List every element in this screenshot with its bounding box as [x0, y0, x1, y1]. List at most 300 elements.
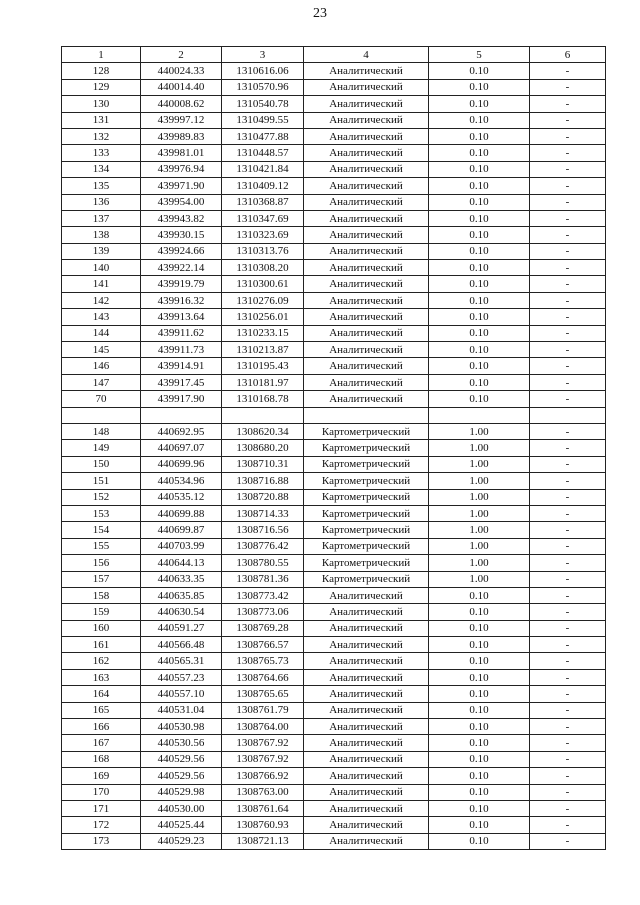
- accuracy-cell: 1.00: [429, 423, 530, 439]
- x-coordinate-cell: 440024.33: [141, 63, 222, 79]
- x-coordinate-cell: 440529.23: [141, 833, 222, 849]
- note-cell: -: [530, 194, 606, 210]
- column-header-4: 4: [304, 47, 429, 63]
- table-row: [62, 784, 606, 800]
- column-header-2: 2: [141, 47, 222, 63]
- note-cell: -: [530, 768, 606, 784]
- point-number-cell: 165: [62, 702, 141, 718]
- point-number-cell: 166: [62, 719, 141, 735]
- table-row: [62, 817, 606, 833]
- x-coordinate-cell: 440703.99: [141, 538, 222, 554]
- y-coordinate-cell: 1308766.92: [222, 768, 304, 784]
- method-cell: Картометрический: [304, 473, 429, 489]
- method-cell: [304, 407, 429, 423]
- method-cell: Аналитический: [304, 128, 429, 144]
- note-cell: -: [530, 440, 606, 456]
- note-cell: -: [530, 833, 606, 849]
- x-coordinate-cell: 440529.56: [141, 751, 222, 767]
- method-cell: Аналитический: [304, 342, 429, 358]
- note-cell: -: [530, 473, 606, 489]
- method-cell: Картометрический: [304, 505, 429, 521]
- accuracy-cell: 0.10: [429, 227, 530, 243]
- accuracy-cell: 0.10: [429, 751, 530, 767]
- point-number-cell: 152: [62, 489, 141, 505]
- note-cell: -: [530, 128, 606, 144]
- method-cell: Аналитический: [304, 112, 429, 128]
- note-cell: -: [530, 751, 606, 767]
- accuracy-cell: 0.10: [429, 243, 530, 259]
- x-coordinate-cell: 440565.31: [141, 653, 222, 669]
- y-coordinate-cell: 1310276.09: [222, 292, 304, 308]
- accuracy-cell: 1.00: [429, 538, 530, 554]
- accuracy-cell: 1.00: [429, 571, 530, 587]
- method-cell: Аналитический: [304, 719, 429, 735]
- note-cell: -: [530, 325, 606, 341]
- point-number-cell: 135: [62, 178, 141, 194]
- x-coordinate-cell: 440692.95: [141, 423, 222, 439]
- y-coordinate-cell: 1310256.01: [222, 309, 304, 325]
- note-cell: -: [530, 456, 606, 472]
- y-coordinate-cell: 1310409.12: [222, 178, 304, 194]
- point-number-cell: 173: [62, 833, 141, 849]
- accuracy-cell: 0.10: [429, 669, 530, 685]
- point-number-cell: 162: [62, 653, 141, 669]
- table-row: [62, 833, 606, 849]
- point-number-cell: 150: [62, 456, 141, 472]
- accuracy-cell: 0.10: [429, 604, 530, 620]
- accuracy-cell: 0.10: [429, 63, 530, 79]
- y-coordinate-cell: 1310308.20: [222, 260, 304, 276]
- note-cell: -: [530, 817, 606, 833]
- accuracy-cell: 0.10: [429, 145, 530, 161]
- method-cell: Аналитический: [304, 96, 429, 112]
- point-number-cell: 160: [62, 620, 141, 636]
- accuracy-cell: 0.10: [429, 194, 530, 210]
- note-cell: -: [530, 243, 606, 259]
- x-coordinate-cell: 440644.13: [141, 555, 222, 571]
- table-row: [62, 391, 606, 407]
- y-coordinate-cell: 1310300.61: [222, 276, 304, 292]
- y-coordinate-cell: 1310233.15: [222, 325, 304, 341]
- note-cell: -: [530, 161, 606, 177]
- x-coordinate-cell: 440530.00: [141, 800, 222, 816]
- point-number-cell: 155: [62, 538, 141, 554]
- point-number-cell: 169: [62, 768, 141, 784]
- accuracy-cell: 0.10: [429, 735, 530, 751]
- accuracy-cell: 1.00: [429, 456, 530, 472]
- point-number-cell: 129: [62, 79, 141, 95]
- point-number-cell: 163: [62, 669, 141, 685]
- accuracy-cell: 0.10: [429, 161, 530, 177]
- note-cell: -: [530, 800, 606, 816]
- method-cell: Аналитический: [304, 260, 429, 276]
- note-cell: -: [530, 391, 606, 407]
- table-row: [62, 210, 606, 226]
- page-number: 23: [313, 6, 327, 21]
- table-row: [62, 194, 606, 210]
- y-coordinate-cell: 1310448.57: [222, 145, 304, 161]
- accuracy-cell: 0.10: [429, 587, 530, 603]
- point-number-cell: 143: [62, 309, 141, 325]
- y-coordinate-cell: 1310540.78: [222, 96, 304, 112]
- method-cell: Картометрический: [304, 555, 429, 571]
- x-coordinate-cell: 439913.64: [141, 309, 222, 325]
- point-number-cell: [62, 407, 141, 423]
- table-row: [62, 768, 606, 784]
- accuracy-cell: 0.10: [429, 653, 530, 669]
- accuracy-cell: 0.10: [429, 702, 530, 718]
- y-coordinate-cell: 1310570.96: [222, 79, 304, 95]
- accuracy-cell: 0.10: [429, 374, 530, 390]
- accuracy-cell: 0.10: [429, 210, 530, 226]
- y-coordinate-cell: 1308721.13: [222, 833, 304, 849]
- point-number-cell: 140: [62, 260, 141, 276]
- method-cell: Аналитический: [304, 686, 429, 702]
- point-number-cell: 141: [62, 276, 141, 292]
- x-coordinate-cell: 440529.56: [141, 768, 222, 784]
- y-coordinate-cell: 1310347.69: [222, 210, 304, 226]
- point-number-cell: 147: [62, 374, 141, 390]
- accuracy-cell: 0.10: [429, 292, 530, 308]
- table-row: [62, 145, 606, 161]
- point-number-cell: 142: [62, 292, 141, 308]
- accuracy-cell: 0.10: [429, 309, 530, 325]
- x-coordinate-cell: 440635.85: [141, 587, 222, 603]
- y-coordinate-cell: 1310421.84: [222, 161, 304, 177]
- note-cell: -: [530, 719, 606, 735]
- coordinates-table: [61, 46, 606, 850]
- y-coordinate-cell: 1308760.93: [222, 817, 304, 833]
- table-body: [62, 63, 606, 850]
- method-cell: Аналитический: [304, 358, 429, 374]
- method-cell: Аналитический: [304, 145, 429, 161]
- table-row: [62, 423, 606, 439]
- x-coordinate-cell: 439943.82: [141, 210, 222, 226]
- table-row: [62, 374, 606, 390]
- point-number-cell: 151: [62, 473, 141, 489]
- note-cell: -: [530, 63, 606, 79]
- y-coordinate-cell: 1308764.00: [222, 719, 304, 735]
- point-number-cell: 130: [62, 96, 141, 112]
- note-cell: -: [530, 358, 606, 374]
- x-coordinate-cell: 440699.96: [141, 456, 222, 472]
- x-coordinate-cell: 439930.15: [141, 227, 222, 243]
- accuracy-cell: 0.10: [429, 178, 530, 194]
- x-coordinate-cell: 439976.94: [141, 161, 222, 177]
- note-cell: -: [530, 538, 606, 554]
- table-row: [62, 358, 606, 374]
- method-cell: Картометрический: [304, 440, 429, 456]
- accuracy-cell: 0.10: [429, 260, 530, 276]
- accuracy-cell: 0.10: [429, 686, 530, 702]
- y-coordinate-cell: 1310313.76: [222, 243, 304, 259]
- method-cell: Картометрический: [304, 522, 429, 538]
- note-cell: -: [530, 96, 606, 112]
- y-coordinate-cell: 1308781.36: [222, 571, 304, 587]
- y-coordinate-cell: 1308773.06: [222, 604, 304, 620]
- table-row: [62, 96, 606, 112]
- note-cell: -: [530, 637, 606, 653]
- x-coordinate-cell: 439911.62: [141, 325, 222, 341]
- method-cell: Аналитический: [304, 243, 429, 259]
- table-row: [62, 522, 606, 538]
- y-coordinate-cell: 1308780.55: [222, 555, 304, 571]
- point-number-cell: 144: [62, 325, 141, 341]
- method-cell: Аналитический: [304, 735, 429, 751]
- y-coordinate-cell: 1310499.55: [222, 112, 304, 128]
- note-cell: -: [530, 292, 606, 308]
- point-number-cell: 154: [62, 522, 141, 538]
- y-coordinate-cell: 1308776.42: [222, 538, 304, 554]
- table-row: [62, 243, 606, 259]
- table-row: [62, 702, 606, 718]
- point-number-cell: 139: [62, 243, 141, 259]
- point-number-cell: 128: [62, 63, 141, 79]
- note-cell: -: [530, 702, 606, 718]
- table-row: [62, 309, 606, 325]
- x-coordinate-cell: 440529.98: [141, 784, 222, 800]
- x-coordinate-cell: 439981.01: [141, 145, 222, 161]
- y-coordinate-cell: 1308767.92: [222, 751, 304, 767]
- method-cell: Аналитический: [304, 210, 429, 226]
- table-row: [62, 620, 606, 636]
- y-coordinate-cell: 1310616.06: [222, 63, 304, 79]
- note-cell: -: [530, 423, 606, 439]
- table-row: [62, 128, 606, 144]
- note-cell: -: [530, 112, 606, 128]
- point-number-cell: 161: [62, 637, 141, 653]
- table-row: [62, 735, 606, 751]
- x-coordinate-cell: 439911.73: [141, 342, 222, 358]
- y-coordinate-cell: 1308716.88: [222, 473, 304, 489]
- point-number-cell: 145: [62, 342, 141, 358]
- x-coordinate-cell: 440697.07: [141, 440, 222, 456]
- table-row: [62, 669, 606, 685]
- table-row: [62, 456, 606, 472]
- note-cell: -: [530, 276, 606, 292]
- note-cell: -: [530, 784, 606, 800]
- x-coordinate-cell: 440566.48: [141, 637, 222, 653]
- accuracy-cell: 0.10: [429, 112, 530, 128]
- method-cell: Аналитический: [304, 702, 429, 718]
- y-coordinate-cell: 1308765.65: [222, 686, 304, 702]
- note-cell: -: [530, 669, 606, 685]
- point-number-cell: 131: [62, 112, 141, 128]
- point-number-cell: 132: [62, 128, 141, 144]
- x-coordinate-cell: 440008.62: [141, 96, 222, 112]
- table-row: [62, 637, 606, 653]
- method-cell: Аналитический: [304, 800, 429, 816]
- table-row: [62, 686, 606, 702]
- table-row: [62, 538, 606, 554]
- point-number-cell: 149: [62, 440, 141, 456]
- table-row: [62, 489, 606, 505]
- x-coordinate-cell: 440014.40: [141, 79, 222, 95]
- x-coordinate-cell: 439989.83: [141, 128, 222, 144]
- y-coordinate-cell: 1308716.56: [222, 522, 304, 538]
- x-coordinate-cell: 440633.35: [141, 571, 222, 587]
- y-coordinate-cell: 1310213.87: [222, 342, 304, 358]
- x-coordinate-cell: 440699.87: [141, 522, 222, 538]
- method-cell: Аналитический: [304, 276, 429, 292]
- method-cell: Аналитический: [304, 768, 429, 784]
- accuracy-cell: 1.00: [429, 473, 530, 489]
- note-cell: -: [530, 653, 606, 669]
- x-coordinate-cell: 440530.98: [141, 719, 222, 735]
- x-coordinate-cell: 440699.88: [141, 505, 222, 521]
- table-header-row: [62, 47, 606, 63]
- y-coordinate-cell: 1308764.66: [222, 669, 304, 685]
- table-row: [62, 407, 606, 423]
- method-cell: Картометрический: [304, 423, 429, 439]
- y-coordinate-cell: 1310168.78: [222, 391, 304, 407]
- method-cell: Аналитический: [304, 817, 429, 833]
- column-header-6: 6: [530, 47, 606, 63]
- method-cell: Картометрический: [304, 456, 429, 472]
- x-coordinate-cell: 439919.79: [141, 276, 222, 292]
- y-coordinate-cell: 1308620.34: [222, 423, 304, 439]
- method-cell: Аналитический: [304, 833, 429, 849]
- accuracy-cell: 1.00: [429, 440, 530, 456]
- accuracy-cell: 0.10: [429, 342, 530, 358]
- point-number-cell: 164: [62, 686, 141, 702]
- point-number-cell: 171: [62, 800, 141, 816]
- method-cell: Аналитический: [304, 178, 429, 194]
- note-cell: -: [530, 489, 606, 505]
- y-coordinate-cell: 1310323.69: [222, 227, 304, 243]
- y-coordinate-cell: 1308766.57: [222, 637, 304, 653]
- point-number-cell: 70: [62, 391, 141, 407]
- table-row: [62, 161, 606, 177]
- note-cell: -: [530, 309, 606, 325]
- x-coordinate-cell: 439922.14: [141, 260, 222, 276]
- x-coordinate-cell: 439917.90: [141, 391, 222, 407]
- accuracy-cell: 0.10: [429, 358, 530, 374]
- x-coordinate-cell: 439916.32: [141, 292, 222, 308]
- accuracy-cell: 0.10: [429, 784, 530, 800]
- method-cell: Аналитический: [304, 784, 429, 800]
- y-coordinate-cell: 1308765.73: [222, 653, 304, 669]
- method-cell: Аналитический: [304, 604, 429, 620]
- table-row: [62, 178, 606, 194]
- table-row: [62, 342, 606, 358]
- x-coordinate-cell: 440525.44: [141, 817, 222, 833]
- note-cell: -: [530, 686, 606, 702]
- method-cell: Аналитический: [304, 161, 429, 177]
- y-coordinate-cell: 1308769.28: [222, 620, 304, 636]
- table-row: [62, 604, 606, 620]
- y-coordinate-cell: 1308714.33: [222, 505, 304, 521]
- point-number-cell: 158: [62, 587, 141, 603]
- accuracy-cell: 0.10: [429, 620, 530, 636]
- accuracy-cell: 0.10: [429, 637, 530, 653]
- method-cell: Аналитический: [304, 587, 429, 603]
- y-coordinate-cell: 1308710.31: [222, 456, 304, 472]
- table-row: [62, 260, 606, 276]
- method-cell: Аналитический: [304, 63, 429, 79]
- accuracy-cell: [429, 407, 530, 423]
- note-cell: -: [530, 522, 606, 538]
- table-row: [62, 587, 606, 603]
- accuracy-cell: 1.00: [429, 489, 530, 505]
- y-coordinate-cell: 1308773.42: [222, 587, 304, 603]
- x-coordinate-cell: 440530.56: [141, 735, 222, 751]
- method-cell: Аналитический: [304, 620, 429, 636]
- accuracy-cell: 1.00: [429, 522, 530, 538]
- accuracy-cell: 0.10: [429, 800, 530, 816]
- note-cell: -: [530, 178, 606, 194]
- x-coordinate-cell: 439971.90: [141, 178, 222, 194]
- table-row: [62, 473, 606, 489]
- column-header-5: 5: [429, 47, 530, 63]
- table-row: [62, 571, 606, 587]
- x-coordinate-cell: 440591.27: [141, 620, 222, 636]
- y-coordinate-cell: 1308720.88: [222, 489, 304, 505]
- y-coordinate-cell: 1308767.92: [222, 735, 304, 751]
- note-cell: -: [530, 505, 606, 521]
- method-cell: Картометрический: [304, 538, 429, 554]
- y-coordinate-cell: 1308680.20: [222, 440, 304, 456]
- table-row: [62, 800, 606, 816]
- method-cell: Аналитический: [304, 325, 429, 341]
- note-cell: -: [530, 374, 606, 390]
- accuracy-cell: 0.10: [429, 276, 530, 292]
- y-coordinate-cell: 1310368.87: [222, 194, 304, 210]
- table-row: [62, 112, 606, 128]
- x-coordinate-cell: 439917.45: [141, 374, 222, 390]
- note-cell: -: [530, 79, 606, 95]
- accuracy-cell: 0.10: [429, 817, 530, 833]
- point-number-cell: 168: [62, 751, 141, 767]
- column-header-1: 1: [62, 47, 141, 63]
- x-coordinate-cell: [141, 407, 222, 423]
- method-cell: Аналитический: [304, 669, 429, 685]
- y-coordinate-cell: 1310181.97: [222, 374, 304, 390]
- table-row: [62, 653, 606, 669]
- note-cell: -: [530, 620, 606, 636]
- table-row: [62, 505, 606, 521]
- point-number-cell: 156: [62, 555, 141, 571]
- table-row: [62, 63, 606, 79]
- x-coordinate-cell: 440535.12: [141, 489, 222, 505]
- x-coordinate-cell: 440531.04: [141, 702, 222, 718]
- accuracy-cell: 0.10: [429, 79, 530, 95]
- note-cell: -: [530, 145, 606, 161]
- accuracy-cell: 0.10: [429, 96, 530, 112]
- point-number-cell: 170: [62, 784, 141, 800]
- method-cell: Аналитический: [304, 227, 429, 243]
- method-cell: Аналитический: [304, 79, 429, 95]
- table-row: [62, 751, 606, 767]
- method-cell: Аналитический: [304, 374, 429, 390]
- x-coordinate-cell: 439924.66: [141, 243, 222, 259]
- point-number-cell: 157: [62, 571, 141, 587]
- point-number-cell: 134: [62, 161, 141, 177]
- point-number-cell: 146: [62, 358, 141, 374]
- y-coordinate-cell: 1308761.64: [222, 800, 304, 816]
- point-number-cell: 138: [62, 227, 141, 243]
- point-number-cell: 167: [62, 735, 141, 751]
- accuracy-cell: 1.00: [429, 505, 530, 521]
- table-row: [62, 325, 606, 341]
- note-cell: -: [530, 735, 606, 751]
- y-coordinate-cell: 1310195.43: [222, 358, 304, 374]
- method-cell: Аналитический: [304, 194, 429, 210]
- table-row: [62, 79, 606, 95]
- accuracy-cell: 0.10: [429, 833, 530, 849]
- y-coordinate-cell: 1308763.00: [222, 784, 304, 800]
- method-cell: Картометрический: [304, 489, 429, 505]
